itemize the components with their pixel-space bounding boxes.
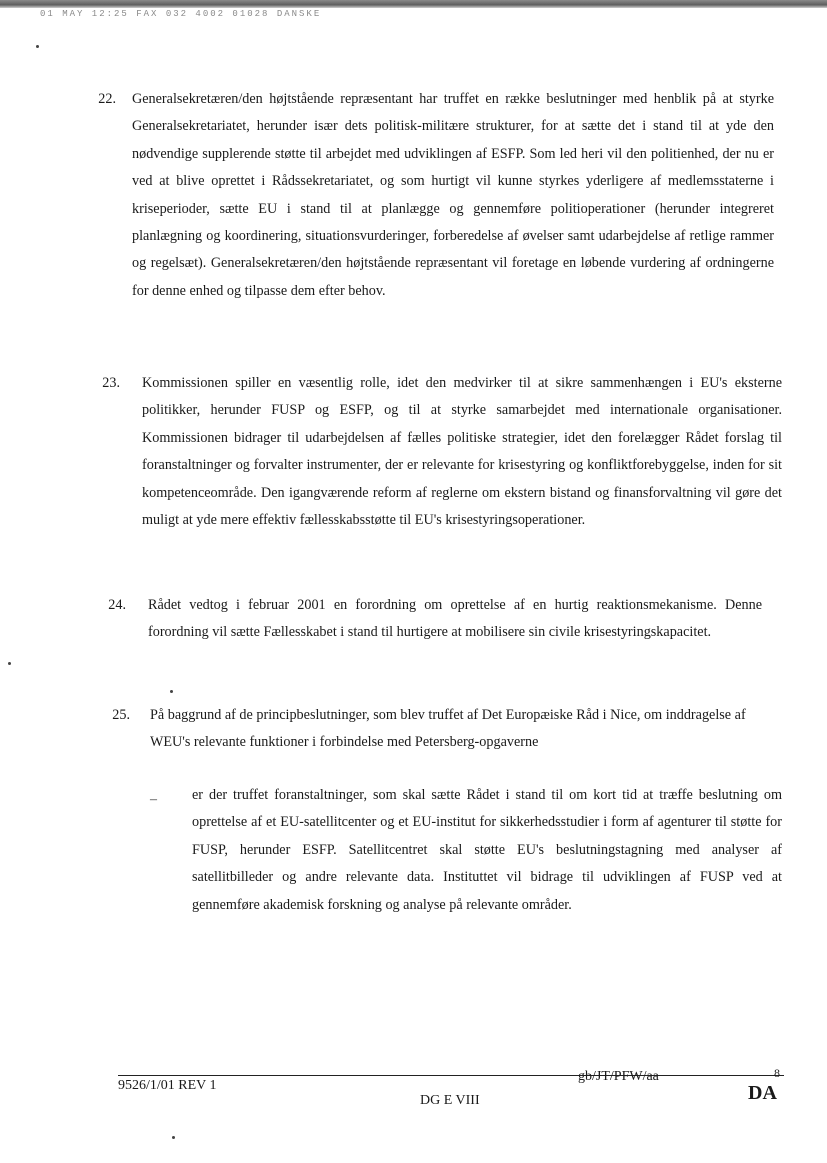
fax-transmission-band (0, 0, 827, 8)
paragraph-text: Generalsekretæren/den højtstående repræsentant har truffet en række beslutninger med henblik på at styrke Generalsekretariatet, herunder især dets politisk-militære strukturer, for at sætte det i stand til at yde den nødvendige supplerende støtte til arbejdet med udviklingen af ESFP. Som led heri vil den politienhed, der nu er ved at blive oprettet i Rådssekretariatet, og som hurtigt vil kunne styrkes yderligere af medlemsstaterne i kriseperioder, sætte EU i stand til at planlægge og gennemføre politioperationer (herunder integreret planlægning og koordinering, situationsvurderinger, forberedelse af øvelser samt udarbejdelse af retlige rammer og regelsæt). Generalsekretæren/den højtstående repræsentant vil foretage en løbende vurdering af ordningerne for denne enhed og tilpasse dem efter behov. (132, 91, 774, 299)
dash-marker: – (150, 792, 157, 807)
scan-speck (170, 690, 173, 693)
paragraph-25 (100, 702, 800, 762)
author-initials: gb/JT/PFW/aa (578, 1069, 659, 1084)
paragraph-number: 22. (98, 91, 116, 107)
sub-item (150, 782, 790, 982)
page-number: 8 (774, 1066, 780, 1080)
paragraph-text: Rådet vedtog i februar 2001 en forordning om oprettelse af en hurtig reaktionsmekanisme. Denne forordning vil sætte Fællesskabet i stand til hurtigere at mobilisere sin civile krisestyringskapacitet. (148, 597, 762, 641)
language-code: DA (748, 1082, 777, 1104)
scan-speck (172, 1136, 175, 1139)
paragraph-number: 25. (112, 707, 130, 723)
fax-header-text: 01 MAY 12:25 FAX 032 4002 01028 DANSKE (40, 9, 322, 19)
paragraph-22 (86, 86, 786, 346)
footer-rule (118, 1075, 784, 1076)
paragraph-number: 23. (102, 375, 120, 391)
sub-item-text: er der truffet foranstaltninger, som skal sætte Rådet i stand til om kort tid at træffe beslutning om oprettelse af et EU-satellitcenter og et EU-institut for sikkerhedsstudier i form af agenturer til støtte for FUSP, herunder ESFP. Satellitcentret skal støtte EU's beslutningstagning med analyser af satellitbilleder og andre relevante data. Instituttet vil bidrage til udviklingen af FUSP ved at gennemføre akademisk forskning og analyse på relevante områder. (192, 787, 782, 913)
paragraph-24 (96, 592, 796, 678)
paragraph-text: Kommissionen spiller en væsentlig rolle, idet den medvirker til at sikre sammenhængen i EU's eksterne politikker, herunder FUSP og ESFP, og til at styrke samarbejdet med internationale organisationer. Kommissionen bidrager til udarbejdelsen af fælles politiske strategier, idet den forelægger Rådet forslag til foranstaltninger og forvalter instrumenter, der er relevante for krisestyring og konfliktforebyggelse, inden for sit kompetenceområde. Den igangværende reform af reglerne om ekstern bistand og finansforvaltning vil gøre det muligt at yde mere effektiv fællesskabsstøtte til EU's krisestyringsoperationer. (142, 375, 782, 529)
paragraph-text: På baggrund af de principbeslutninger, som blev truffet af Det Europæiske Råd i Nice, om inddragelse af WEU's relevante funktioner i forbindelse med Petersberg-opgaverne (150, 707, 746, 751)
paragraph-23 (90, 366, 790, 566)
scan-speck (8, 662, 11, 665)
directorate-label: DG E VIII (420, 1093, 480, 1108)
paragraph-number: 24. (108, 597, 126, 613)
scan-speck (36, 45, 39, 48)
document-reference: 9526/1/01 REV 1 (118, 1078, 217, 1093)
